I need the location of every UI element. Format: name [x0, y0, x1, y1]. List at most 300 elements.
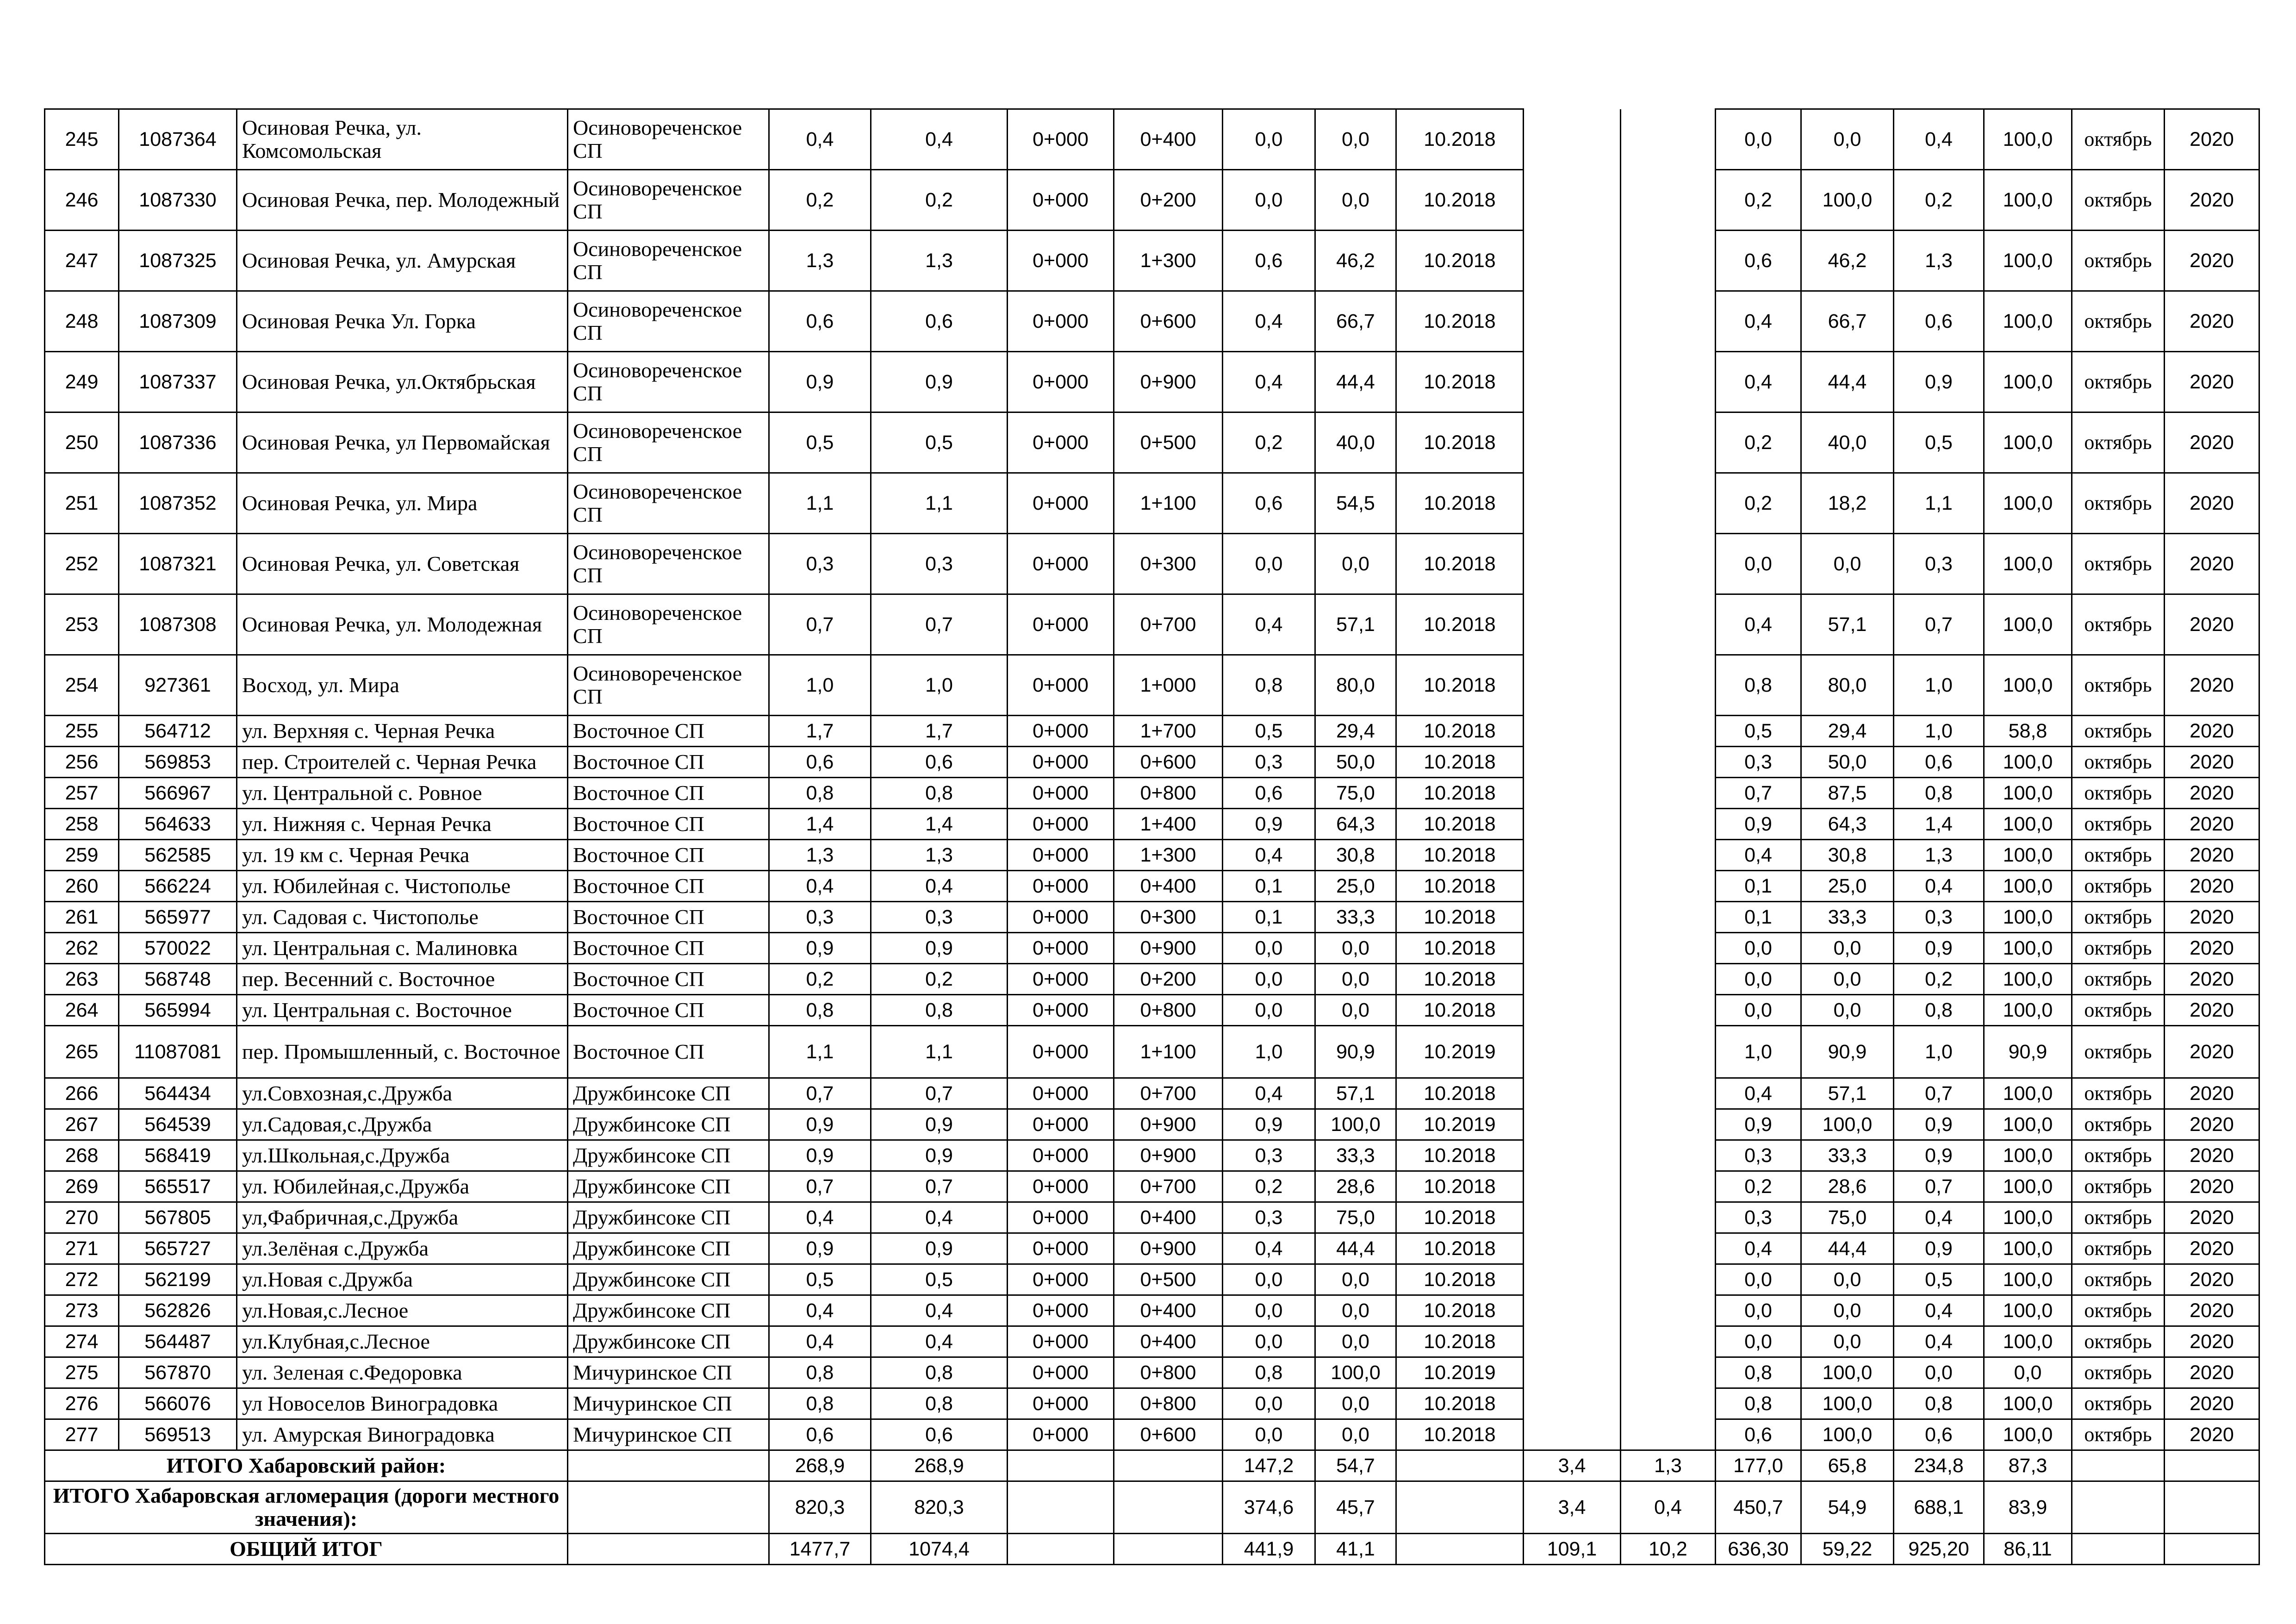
planned-length: 0,9: [1894, 1109, 1984, 1140]
repaired-length: 0,4: [1223, 594, 1315, 655]
capital-length: [1524, 778, 1621, 809]
road-id: 566076: [119, 1388, 237, 1419]
normative-length: 0,0: [1716, 933, 1801, 964]
normative-percent: 64,3: [1801, 809, 1894, 840]
settlement: Восточное СП: [568, 716, 769, 747]
planned-percent: 100,0: [1984, 1419, 2072, 1450]
row-number: 252: [45, 534, 119, 594]
deadline-month: октябрь: [2072, 1140, 2165, 1171]
length-local: 0,5: [871, 1264, 1008, 1295]
repaired-length: 0,6: [1223, 778, 1315, 809]
km-end: 0+900: [1114, 933, 1223, 964]
normative-length: 0,6: [1716, 231, 1801, 291]
table-row: [45, 902, 2296, 933]
road-id: 568419: [119, 1140, 237, 1171]
repaired-percent: 50,0: [1315, 747, 1396, 778]
normative-length: 0,8: [1716, 1357, 1801, 1388]
deadline-month: октябрь: [2072, 1264, 2165, 1295]
total-length: 268,9: [769, 1450, 871, 1481]
planned-percent: 100,0: [1984, 995, 2072, 1026]
capital-percent: [1621, 655, 1716, 716]
table-row: [45, 747, 2296, 778]
road-id: 566224: [119, 871, 237, 902]
table-row: [45, 1202, 2296, 1233]
repaired-percent: 66,7: [1315, 291, 1396, 352]
length-total: 1,4: [769, 809, 871, 840]
deadline-month: октябрь: [2072, 534, 2165, 594]
km-start: 0+000: [1008, 1140, 1114, 1171]
settlement: Дружбинсоке СП: [568, 1326, 769, 1357]
km-start: 0+000: [1008, 291, 1114, 352]
repaired-percent: 75,0: [1315, 1202, 1396, 1233]
planned-percent: 100,0: [1984, 1078, 2072, 1109]
settlement: Дружбинсоке СП: [568, 1109, 769, 1140]
length-local: 0,4: [871, 1295, 1008, 1326]
repaired-percent: 57,1: [1315, 594, 1396, 655]
length-total: 0,6: [769, 291, 871, 352]
settlement: Восточное СП: [568, 747, 769, 778]
repaired-percent: 80,0: [1315, 655, 1396, 716]
km-start: 0+000: [1008, 1233, 1114, 1264]
road-name: Осиновая Речка, ул. Амурская: [237, 231, 568, 291]
km-end: 1+100: [1114, 1026, 1223, 1078]
km-end: 0+600: [1114, 1419, 1223, 1450]
km-end: 0+800: [1114, 995, 1223, 1026]
survey-date: 10.2018: [1396, 809, 1524, 840]
survey-date: 10.2018: [1396, 871, 1524, 902]
row-number: 246: [45, 170, 119, 231]
total-repaired-percent: 45,7: [1315, 1481, 1396, 1534]
normative-percent: 30,8: [1801, 840, 1894, 871]
repaired-percent: 90,9: [1315, 1026, 1396, 1078]
settlement: Восточное СП: [568, 871, 769, 902]
length-local: 0,6: [871, 1419, 1008, 1450]
km-start: 0+000: [1008, 871, 1114, 902]
normative-percent: 0,0: [1801, 1326, 1894, 1357]
row-number: 273: [45, 1295, 119, 1326]
normative-length: 0,4: [1716, 594, 1801, 655]
total-capital-length: 109,1: [1524, 1534, 1621, 1565]
repaired-percent: 57,1: [1315, 1078, 1396, 1109]
survey-date: 10.2019: [1396, 1026, 1524, 1078]
deadline-month: октябрь: [2072, 809, 2165, 840]
length-total: 1,7: [769, 716, 871, 747]
normative-length: 0,8: [1716, 1388, 1801, 1419]
repaired-percent: 0,0: [1315, 933, 1396, 964]
survey-date: 10.2018: [1396, 1264, 1524, 1295]
road-id: 565994: [119, 995, 237, 1026]
length-total: 0,9: [769, 352, 871, 412]
repaired-length: 0,0: [1223, 1419, 1315, 1450]
length-local: 0,6: [871, 291, 1008, 352]
capital-length: [1524, 1388, 1621, 1419]
deadline-year: 2020: [2165, 747, 2259, 778]
repaired-length: 0,3: [1223, 1202, 1315, 1233]
row-number: 276: [45, 1388, 119, 1419]
km-end: 1+000: [1114, 655, 1223, 716]
km-start: 0+000: [1008, 933, 1114, 964]
length-local: 0,9: [871, 1233, 1008, 1264]
table-row: [45, 1026, 2296, 1078]
capital-percent: [1621, 473, 1716, 534]
table-row: [45, 840, 2296, 871]
length-total: 0,5: [769, 412, 871, 473]
total-capital-percent: 0,4: [1621, 1481, 1716, 1534]
survey-date: 10.2019: [1396, 1357, 1524, 1388]
km-end: 0+700: [1114, 594, 1223, 655]
settlement: Мичуринское СП: [568, 1357, 769, 1388]
length-total: 0,8: [769, 1357, 871, 1388]
normative-length: 0,1: [1716, 871, 1801, 902]
normative-percent: 75,0: [1801, 1202, 1894, 1233]
deadline-year: 2020: [2165, 291, 2259, 352]
capital-length: [1524, 747, 1621, 778]
row-number: 261: [45, 902, 119, 933]
deadline-month: октябрь: [2072, 933, 2165, 964]
km-start: 0+000: [1008, 809, 1114, 840]
km-start: 0+000: [1008, 534, 1114, 594]
capital-length: [1524, 871, 1621, 902]
planned-length: 0,2: [1894, 170, 1984, 231]
capital-percent: [1621, 902, 1716, 933]
repaired-percent: 30,8: [1315, 840, 1396, 871]
table-row: [45, 1171, 2296, 1202]
total-planned-length: 925,20: [1894, 1534, 1984, 1565]
deadline-month: октябрь: [2072, 1326, 2165, 1357]
road-name: ул. Центральной с. Ровное: [237, 778, 568, 809]
repaired-length: 0,3: [1223, 747, 1315, 778]
normative-length: 0,3: [1716, 747, 1801, 778]
repaired-length: 0,2: [1223, 1171, 1315, 1202]
settlement: Дружбинсоке СП: [568, 1264, 769, 1295]
capital-length: [1524, 995, 1621, 1026]
deadline-year: 2020: [2165, 352, 2259, 412]
normative-percent: 66,7: [1801, 291, 1894, 352]
row-number: 247: [45, 231, 119, 291]
deadline-month: октябрь: [2072, 1419, 2165, 1450]
km-start: 0+000: [1008, 1388, 1114, 1419]
length-local: 1,3: [871, 231, 1008, 291]
table-row: [45, 809, 2296, 840]
normative-percent: 0,0: [1801, 964, 1894, 995]
km-start: 0+000: [1008, 1026, 1114, 1078]
survey-date: 10.2018: [1396, 902, 1524, 933]
road-id: 564487: [119, 1326, 237, 1357]
km-start: 0+000: [1008, 352, 1114, 412]
road-name: ул.Школьная,с.Дружба: [237, 1140, 568, 1171]
length-total: 0,8: [769, 995, 871, 1026]
empty-cell: [2165, 1481, 2259, 1534]
deadline-year: 2020: [2165, 1233, 2259, 1264]
total-planned-percent: 87,3: [1984, 1450, 2072, 1481]
total-normative-length: 450,7: [1716, 1481, 1801, 1534]
capital-length: [1524, 1109, 1621, 1140]
length-total: 0,8: [769, 778, 871, 809]
road-name: ул. Садовая с. Чистополье: [237, 902, 568, 933]
normative-percent: 57,1: [1801, 1078, 1894, 1109]
km-end: 0+500: [1114, 1264, 1223, 1295]
capital-percent: [1621, 995, 1716, 1026]
planned-length: 0,5: [1894, 412, 1984, 473]
planned-percent: 0,0: [1984, 1357, 2072, 1388]
survey-date: 10.2018: [1396, 747, 1524, 778]
deadline-year: 2020: [2165, 594, 2259, 655]
normative-percent: 100,0: [1801, 1109, 1894, 1140]
settlement: Восточное СП: [568, 809, 769, 840]
deadline-year: 2020: [2165, 412, 2259, 473]
repaired-length: 0,0: [1223, 1295, 1315, 1326]
length-total: 0,9: [769, 1109, 871, 1140]
survey-date: 10.2018: [1396, 473, 1524, 534]
table-row: [45, 291, 2296, 352]
settlement: Осиновореченское СП: [568, 352, 769, 412]
row-number: 265: [45, 1026, 119, 1078]
table-row: [45, 778, 2296, 809]
survey-date: 10.2019: [1396, 1109, 1524, 1140]
normative-length: 1,0: [1716, 1026, 1801, 1078]
row-number: 249: [45, 352, 119, 412]
road-name: ул. Нижняя с. Черная Речка: [237, 809, 568, 840]
road-name: ул. Верхняя с. Черная Речка: [237, 716, 568, 747]
km-start: 0+000: [1008, 170, 1114, 231]
road-name: ул.Клубная,с.Лесное: [237, 1326, 568, 1357]
length-local: 0,6: [871, 747, 1008, 778]
row-number: 272: [45, 1264, 119, 1295]
planned-length: 0,3: [1894, 902, 1984, 933]
deadline-year: 2020: [2165, 1171, 2259, 1202]
road-id: 1087337: [119, 352, 237, 412]
deadline-month: октябрь: [2072, 964, 2165, 995]
road-name: ул. Юбилейная,с.Дружба: [237, 1171, 568, 1202]
row-number: 251: [45, 473, 119, 534]
table-row: [45, 995, 2296, 1026]
km-start: 0+000: [1008, 1202, 1114, 1233]
total-planned-length: 234,8: [1894, 1450, 1984, 1481]
repaired-length: 0,6: [1223, 473, 1315, 534]
km-end: 0+600: [1114, 747, 1223, 778]
capital-length: [1524, 473, 1621, 534]
survey-date: 10.2018: [1396, 352, 1524, 412]
repaired-length: 0,0: [1223, 1326, 1315, 1357]
survey-date: 10.2018: [1396, 1419, 1524, 1450]
road-name: Осиновая Речка, ул. Молодежная: [237, 594, 568, 655]
repaired-percent: 33,3: [1315, 902, 1396, 933]
length-total: 0,4: [769, 1326, 871, 1357]
repaired-length: 0,4: [1223, 291, 1315, 352]
length-total: 0,2: [769, 964, 871, 995]
length-total: 0,7: [769, 1078, 871, 1109]
row-number: 270: [45, 1202, 119, 1233]
capital-length: [1524, 352, 1621, 412]
repaired-length: 0,5: [1223, 716, 1315, 747]
normative-length: 0,0: [1716, 1264, 1801, 1295]
repaired-length: 0,0: [1223, 534, 1315, 594]
settlement: Мичуринское СП: [568, 1388, 769, 1419]
capital-percent: [1621, 534, 1716, 594]
deadline-month: октябрь: [2072, 1171, 2165, 1202]
km-start: 0+000: [1008, 473, 1114, 534]
planned-length: 0,2: [1894, 964, 1984, 995]
repaired-length: 0,3: [1223, 1140, 1315, 1171]
empty-cell: [1008, 1534, 1114, 1565]
repaired-length: 0,1: [1223, 871, 1315, 902]
length-total: 0,4: [769, 871, 871, 902]
survey-date: 10.2018: [1396, 840, 1524, 871]
planned-length: 0,8: [1894, 778, 1984, 809]
total-repaired-percent: 41,1: [1315, 1534, 1396, 1565]
empty-cell: [1114, 1481, 1223, 1534]
table-row: [45, 655, 2296, 716]
deadline-month: октябрь: [2072, 778, 2165, 809]
normative-length: 0,5: [1716, 716, 1801, 747]
planned-length: 0,8: [1894, 995, 1984, 1026]
capital-percent: [1621, 352, 1716, 412]
repaired-length: 0,0: [1223, 995, 1315, 1026]
road-id: 1087330: [119, 170, 237, 231]
row-number: 248: [45, 291, 119, 352]
repaired-length: 0,0: [1223, 170, 1315, 231]
km-end: 0+700: [1114, 1171, 1223, 1202]
km-end: 0+300: [1114, 902, 1223, 933]
deadline-year: 2020: [2165, 840, 2259, 871]
planned-percent: 100,0: [1984, 594, 2072, 655]
planned-length: 1,0: [1894, 716, 1984, 747]
deadline-month: октябрь: [2072, 412, 2165, 473]
deadline-year: 2020: [2165, 534, 2259, 594]
total-length-local: 1074,4: [871, 1534, 1008, 1565]
road-id: 564434: [119, 1078, 237, 1109]
capital-length: [1524, 170, 1621, 231]
length-local: 0,7: [871, 1171, 1008, 1202]
deadline-year: 2020: [2165, 902, 2259, 933]
deadline-month: октябрь: [2072, 655, 2165, 716]
total-capital-length: 3,4: [1524, 1450, 1621, 1481]
row-number: 257: [45, 778, 119, 809]
repaired-percent: 0,0: [1315, 1264, 1396, 1295]
road-id: 567870: [119, 1357, 237, 1388]
planned-percent: 100,0: [1984, 778, 2072, 809]
repaired-percent: 44,4: [1315, 352, 1396, 412]
capital-percent: [1621, 1026, 1716, 1078]
km-start: 0+000: [1008, 716, 1114, 747]
length-local: 1,4: [871, 809, 1008, 840]
length-local: 0,4: [871, 109, 1008, 170]
repaired-length: 0,0: [1223, 109, 1315, 170]
road-id: 562585: [119, 840, 237, 871]
repaired-percent: 54,5: [1315, 473, 1396, 534]
capital-percent: [1621, 1326, 1716, 1357]
planned-percent: 100,0: [1984, 170, 2072, 231]
repaired-length: 0,6: [1223, 231, 1315, 291]
road-id: 565727: [119, 1233, 237, 1264]
capital-length: [1524, 1202, 1621, 1233]
survey-date: 10.2018: [1396, 933, 1524, 964]
repaired-percent: 29,4: [1315, 716, 1396, 747]
planned-length: 0,9: [1894, 1140, 1984, 1171]
repaired-percent: 0,0: [1315, 109, 1396, 170]
repaired-length: 0,4: [1223, 1233, 1315, 1264]
road-id: 565977: [119, 902, 237, 933]
settlement: Осиновореченское СП: [568, 655, 769, 716]
road-name: ул Новоселов Виноградовка: [237, 1388, 568, 1419]
repaired-percent: 44,4: [1315, 1233, 1396, 1264]
total-length-local: 820,3: [871, 1481, 1008, 1534]
length-total: 0,6: [769, 1419, 871, 1450]
empty-cell: [1114, 1450, 1223, 1481]
table-row: [45, 1140, 2296, 1171]
normative-length: 0,0: [1716, 1295, 1801, 1326]
table-row: [45, 109, 2296, 170]
normative-percent: 33,3: [1801, 1140, 1894, 1171]
road-id: 564633: [119, 809, 237, 840]
road-name: ул.Совхозная,с.Дружба: [237, 1078, 568, 1109]
row-number: 263: [45, 964, 119, 995]
length-total: 1,1: [769, 473, 871, 534]
table-row: [45, 1295, 2296, 1326]
total-planned-percent: 86,11: [1984, 1534, 2072, 1565]
table-row: [45, 170, 2296, 231]
capital-length: [1524, 534, 1621, 594]
km-start: 0+000: [1008, 1264, 1114, 1295]
survey-date: 10.2018: [1396, 964, 1524, 995]
deadline-year: 2020: [2165, 231, 2259, 291]
length-local: 0,3: [871, 902, 1008, 933]
road-id: 564712: [119, 716, 237, 747]
normative-percent: 0,0: [1801, 995, 1894, 1026]
capital-length: [1524, 1078, 1621, 1109]
row-number: 259: [45, 840, 119, 871]
planned-length: 1,0: [1894, 1026, 1984, 1078]
length-local: 0,8: [871, 1388, 1008, 1419]
normative-percent: 90,9: [1801, 1026, 1894, 1078]
repaired-length: 0,0: [1223, 1264, 1315, 1295]
normative-length: 0,0: [1716, 109, 1801, 170]
planned-length: 0,0: [1894, 1357, 1984, 1388]
repaired-percent: 0,0: [1315, 1388, 1396, 1419]
table-row: [45, 534, 2296, 594]
total-normative-percent: 65,8: [1801, 1450, 1894, 1481]
length-local: 0,2: [871, 964, 1008, 995]
length-total: 1,0: [769, 655, 871, 716]
capital-percent: [1621, 170, 1716, 231]
table-row: [45, 1264, 2296, 1295]
survey-date: 10.2018: [1396, 1078, 1524, 1109]
deadline-year: 2020: [2165, 933, 2259, 964]
normative-percent: 100,0: [1801, 1419, 1894, 1450]
table-row: [45, 1233, 2296, 1264]
planned-percent: 100,0: [1984, 1326, 2072, 1357]
row-number: 245: [45, 109, 119, 170]
planned-length: 1,3: [1894, 231, 1984, 291]
planned-percent: 100,0: [1984, 109, 2072, 170]
capital-percent: [1621, 1388, 1716, 1419]
km-end: 0+400: [1114, 1326, 1223, 1357]
repaired-length: 1,0: [1223, 1026, 1315, 1078]
capital-percent: [1621, 1171, 1716, 1202]
planned-length: 0,9: [1894, 933, 1984, 964]
km-end: 0+700: [1114, 1078, 1223, 1109]
length-total: 0,8: [769, 1388, 871, 1419]
settlement: Осиновореченское СП: [568, 473, 769, 534]
deadline-month: октябрь: [2072, 109, 2165, 170]
planned-length: 0,6: [1894, 747, 1984, 778]
repaired-length: 0,0: [1223, 1388, 1315, 1419]
total-length: 820,3: [769, 1481, 871, 1534]
repaired-length: 0,8: [1223, 655, 1315, 716]
total-capital-percent: 1,3: [1621, 1450, 1716, 1481]
deadline-month: октябрь: [2072, 1357, 2165, 1388]
table-row: [45, 716, 2296, 747]
